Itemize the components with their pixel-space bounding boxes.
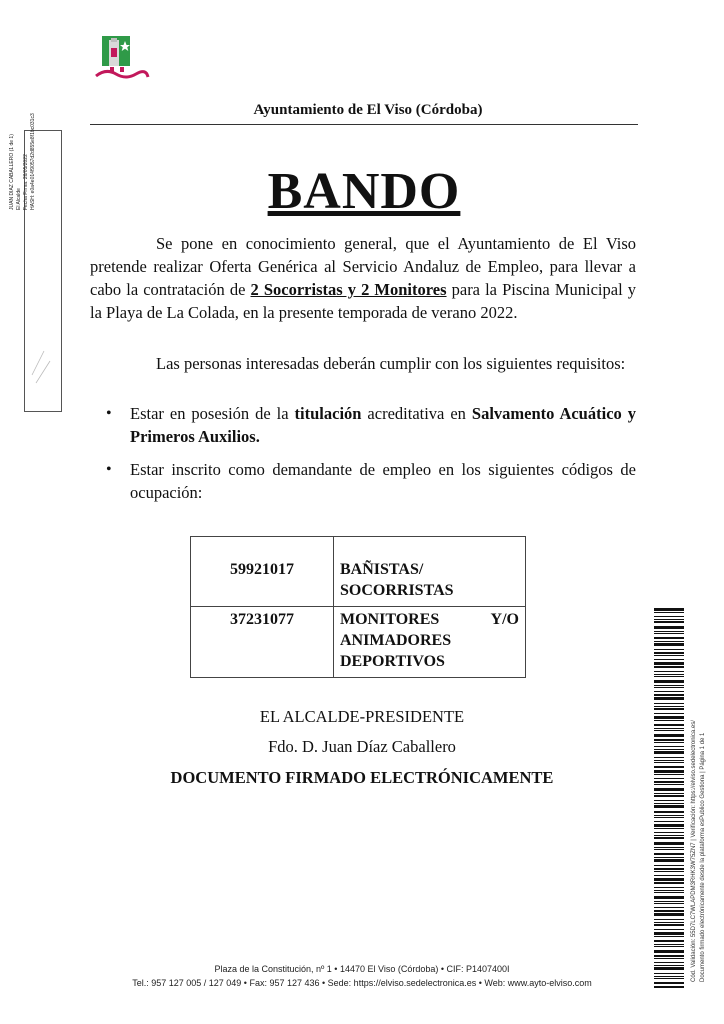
barcode-bar	[654, 800, 684, 801]
barcode-bar	[654, 766, 684, 768]
barcode-bar	[654, 932, 684, 935]
barcode-bar	[654, 976, 684, 977]
footer-address: Plaza de la Constitución, nº 1 • 14470 El Viso (Córdoba) • CIF: P1407400I	[214, 964, 510, 974]
barcode-bar	[654, 828, 684, 829]
barcode-bar	[654, 746, 684, 747]
barcode-bar	[654, 778, 684, 779]
barcode-bar	[654, 676, 684, 677]
platform-note: Documento firmado electrónicamente desde la plataforma esPublico Gestiona | Página 1 de 1	[700, 732, 706, 982]
table-row	[191, 537, 526, 607]
requirements-intro: Las personas interesadas deberán cumplir con los siguientes requisitos:	[156, 354, 626, 373]
barcode-bar	[654, 955, 684, 957]
barcode-bar	[654, 655, 684, 656]
barcode-bar	[654, 730, 684, 731]
barcode-bar	[654, 626, 684, 629]
signatory-role: EL ALCALDE-PRESIDENTE	[259, 707, 465, 726]
barcode-bar	[654, 633, 684, 634]
barcode-bar	[654, 734, 684, 737]
verification-text	[690, 622, 708, 982]
list-item: • Estar en posesión de la titulación acreditativa en Salvamento Acuático y Primeros Auxilios.	[104, 402, 636, 448]
table-row	[191, 606, 526, 677]
validation-code: Cód. Validación: 55D7LC7WLAPDM3RHK3W75ZN7 | Verificación: https://elviso.sedelectronica.es/	[691, 720, 697, 982]
barcode-bar	[654, 662, 684, 665]
barcode-bar	[654, 857, 684, 858]
barcode-bar	[654, 612, 684, 613]
barcode-bar	[654, 842, 684, 845]
organization-header: Ayuntamiento de El Viso (Córdoba)	[253, 102, 483, 118]
barcode-bar	[654, 896, 684, 899]
barcode-bar	[654, 749, 684, 750]
barcode-bar	[654, 817, 684, 818]
occupation-name: MONITORES Y/O ANIMADORES DEPORTIVOS	[334, 606, 526, 677]
signature-panel-text	[9, 0, 37, 210]
barcode-bar	[654, 958, 684, 959]
barcode-bar	[654, 691, 684, 692]
barcode-bar	[654, 697, 684, 700]
barcode-bar	[654, 907, 684, 908]
barcode-bar	[654, 853, 684, 855]
barcode-bar	[654, 950, 684, 953]
barcode-bar	[654, 793, 684, 794]
barcode-bar	[654, 913, 684, 916]
barcode-bar	[654, 849, 684, 850]
barcode-bar	[654, 940, 684, 942]
requirements-list	[104, 402, 636, 514]
barcode-bar	[654, 770, 684, 773]
barcode-bar	[654, 619, 684, 620]
barcode-bar	[654, 652, 684, 654]
barcode-bar	[654, 901, 684, 902]
barcode-bar	[654, 608, 684, 611]
barcode-bar	[654, 865, 684, 866]
barcode-bar	[654, 659, 684, 660]
barcode-bar	[654, 671, 684, 672]
barcode-bar	[654, 805, 684, 808]
intro-paragraph: Se pone en conocimiento general, que el Ayuntamiento de El Viso pretende realizar Oferta Genérica al Servicio Andaluz de Empleo, para llevar a cabo la contratación de 2 Socorristas y 2 Monitores para la Piscina Municipal y la Playa de La Colada, en la presente temporada de verano 2022.	[90, 234, 636, 322]
positions-highlight: 2 Socorristas y 2 Monitores	[250, 280, 447, 299]
barcode-bar	[654, 967, 684, 970]
barcode-bar	[654, 774, 684, 775]
barcode-bar	[654, 680, 684, 683]
barcode-bar	[654, 815, 684, 816]
barcode-bar	[654, 922, 684, 923]
barcode-bar	[654, 616, 684, 617]
barcode-bar	[654, 713, 684, 714]
barcode-bar	[654, 649, 684, 650]
barcode-bar	[654, 965, 684, 966]
municipal-logo	[94, 34, 150, 86]
barcode-bar	[654, 837, 684, 839]
barcode-bar	[654, 871, 684, 872]
barcode-bar	[654, 637, 684, 639]
barcode-bar	[654, 944, 684, 945]
barcode-bar	[654, 936, 684, 937]
barcode-bar	[654, 847, 684, 848]
electronic-signature-notice: DOCUMENTO FIRMADO ELECTRÓNICAMENTE	[170, 768, 554, 787]
document-title: BANDO	[267, 163, 461, 220]
barcode-bar	[654, 821, 684, 822]
barcode-bar	[654, 751, 684, 754]
barcode-bar	[654, 919, 684, 920]
barcode-bar	[654, 674, 684, 675]
verification-barcode	[654, 608, 684, 988]
barcode-bar	[654, 859, 684, 862]
occupation-codes-table	[190, 536, 526, 678]
barcode-bar	[654, 788, 684, 791]
barcode-bar	[654, 973, 684, 974]
barcode-bar	[654, 781, 684, 783]
barcode-bar	[654, 720, 684, 721]
barcode-bar	[654, 878, 684, 881]
barcode-bar	[654, 742, 684, 743]
header-divider	[90, 124, 638, 125]
barcode-bar	[654, 924, 684, 926]
barcode-bar	[654, 762, 684, 763]
barcode-bar	[654, 643, 684, 646]
barcode-bar	[654, 929, 684, 930]
barcode-bar	[654, 739, 684, 741]
barcode-bar	[654, 946, 684, 947]
barcode-bar	[654, 757, 684, 758]
barcode-bar	[654, 703, 684, 704]
barcode-bar	[654, 724, 684, 726]
barcode-bar	[654, 811, 684, 813]
barcode-bar	[654, 803, 684, 804]
barcode-bar	[654, 890, 684, 891]
barcode-bar	[654, 832, 684, 833]
signer-name: JUAN DIAZ CABALLERO (1 de 1)	[9, 134, 15, 210]
barcode-bar	[654, 868, 684, 870]
signatory-name: Fdo. D. Juan Díaz Caballero	[268, 737, 456, 756]
signature-date: Fecha Firma: 26/05/2022	[23, 154, 29, 210]
barcode-bar	[654, 835, 684, 836]
signature-hash: HASH: e0a4e014f9057d2d855e8f1bc031c3	[30, 113, 36, 210]
barcode-bar	[654, 621, 684, 623]
barcode-bar	[654, 716, 684, 719]
barcode-bar	[654, 882, 684, 884]
occupation-name: BAÑISTAS/ SOCORRISTAS	[334, 537, 526, 607]
barcode-bar	[654, 687, 684, 688]
barcode-bar	[654, 892, 684, 893]
barcode-bar	[654, 760, 684, 761]
barcode-bar	[654, 641, 684, 642]
barcode-bar	[654, 962, 684, 963]
occupation-code: 59921017	[191, 537, 334, 607]
barcode-bar	[654, 887, 684, 888]
list-item: • Estar inscrito como demandante de empleo en los siguientes códigos de ocupación:	[104, 458, 636, 504]
barcode-bar	[654, 910, 684, 912]
barcode-bar	[654, 708, 684, 710]
barcode-bar	[654, 795, 684, 797]
occupation-code: 37231077	[191, 606, 334, 677]
barcode-bar	[654, 706, 684, 707]
barcode-bar	[654, 903, 684, 904]
barcode-bar	[654, 666, 684, 668]
signer-role: El Alcalde	[16, 188, 22, 210]
barcode-bar	[654, 875, 684, 876]
barcode-bar	[654, 694, 684, 696]
signature-scribble-icon	[30, 345, 52, 385]
barcode-bar	[654, 824, 684, 827]
barcode-bar	[654, 728, 684, 729]
barcode-bar	[654, 784, 684, 785]
barcode-bar	[654, 685, 684, 686]
barcode-bar	[654, 631, 684, 632]
footer-contact: Tel.: 957 127 005 / 127 049 • Fax: 957 127 436 • Sede: https://elviso.sedelectronica.es • Web: www.ayto-elviso.com	[132, 978, 592, 988]
